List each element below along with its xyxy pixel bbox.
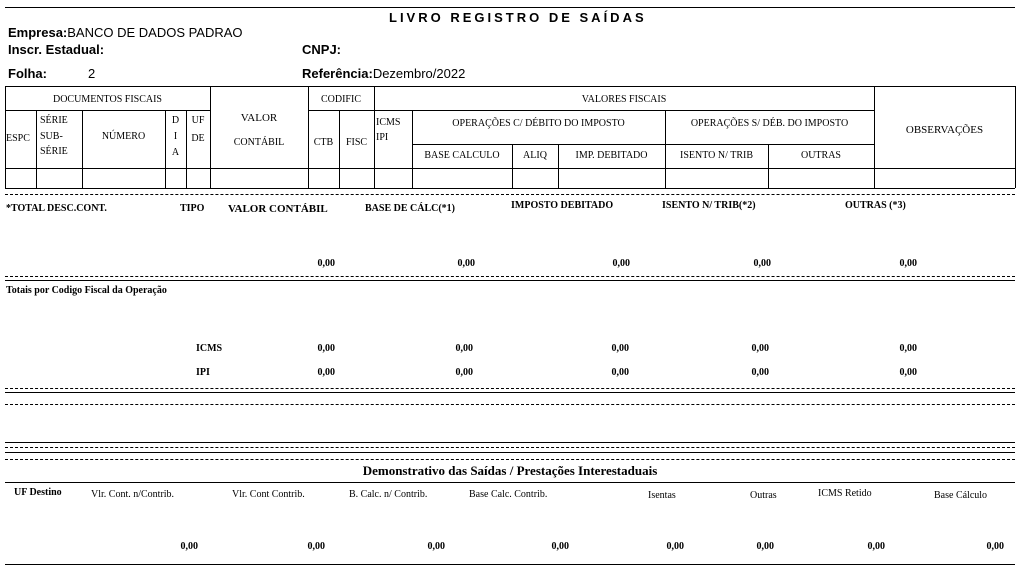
cfop-tipo: ICMS xyxy=(196,343,223,354)
interestaduais-value: 0,00 xyxy=(551,541,569,552)
total-base-calc: 0,00 xyxy=(457,258,475,269)
cfop-value: 0,00 xyxy=(455,367,473,378)
fisc-header: FISC xyxy=(345,137,368,148)
dia-header-3: A xyxy=(171,147,180,158)
total-valor-contabil: 0,00 xyxy=(317,258,335,269)
empresa-value: BANCO DE DADOS PADRAO xyxy=(67,25,243,40)
outras-header-interestaduais: Outras xyxy=(750,490,777,501)
total-outras: 0,00 xyxy=(899,258,917,269)
aliq-header: ALIQ xyxy=(523,150,547,161)
uf-destino-header: UF Destino xyxy=(14,487,62,498)
valor-contabil-header-1: VALOR xyxy=(240,112,278,124)
icms-header-1: ICMS xyxy=(376,117,401,128)
cfop-value: 0,00 xyxy=(751,367,769,378)
interestaduais-value: 0,00 xyxy=(307,541,325,552)
base-calc-label: BASE DE CÁLC(*1) xyxy=(365,203,456,214)
total-imposto-debitado: 0,00 xyxy=(612,258,630,269)
referencia-label: Referência: xyxy=(302,66,373,81)
cfop-label: Totais por Codigo Fiscal da Operação xyxy=(6,285,167,296)
cfop-value: 0,00 xyxy=(899,367,917,378)
valor-contabil-label: VALOR CONTÁBIL xyxy=(228,203,328,215)
folha-label: Folha: xyxy=(8,66,47,81)
icms-retido-header: ICMS Retido xyxy=(818,488,872,499)
espc-header: ESPC xyxy=(6,133,30,144)
interestaduais-value: 0,00 xyxy=(986,541,1004,552)
cfop-value: 0,00 xyxy=(899,343,917,354)
base-calculo-header-interestaduais: Base Cálculo xyxy=(934,490,988,501)
empresa-line xyxy=(8,25,243,40)
uf-header-2: DE xyxy=(191,133,205,144)
cfop-value: 0,00 xyxy=(317,367,335,378)
codific-header: CODIFIC xyxy=(320,94,361,105)
vlr-cont-contrib-header: Vlr. Cont Contrib. xyxy=(232,489,305,500)
b-calc-n-contrib-header: B. Calc. n/ Contrib. xyxy=(349,489,428,500)
interestaduais-value: 0,00 xyxy=(666,541,684,552)
outras-header: OUTRAS xyxy=(800,150,841,161)
cfop-value: 0,00 xyxy=(751,343,769,354)
numero-header: NÚMERO xyxy=(101,131,146,142)
total-desc-label: *TOTAL DESC.CONT. xyxy=(6,203,107,214)
cfop-value: 0,00 xyxy=(455,343,473,354)
op-com-debito-header: OPERAÇÕES C/ DÉBITO DO IMPOSTO xyxy=(452,118,625,129)
outras-label: OUTRAS (*3) xyxy=(845,200,906,211)
base-calc-contrib-header: Base Calc. Contrib. xyxy=(469,489,548,500)
dia-header-2: I xyxy=(173,131,178,142)
empresa-label: Empresa: xyxy=(8,25,68,40)
uf-header-1: UF xyxy=(191,115,205,126)
vlr-cont-n-contrib-header: Vlr. Cont. n/Contrib. xyxy=(91,489,175,500)
interestaduais-title: Demonstrativo das Saídas / Prestações Interestaduais xyxy=(362,463,658,478)
imposto-debitado-label: IMPOSTO DEBITADO xyxy=(511,200,614,211)
top-rule xyxy=(5,7,1015,8)
cfop-tipo: IPI xyxy=(196,367,210,378)
cnpj-label: CNPJ: xyxy=(302,42,342,57)
cfop-value: 0,00 xyxy=(611,367,629,378)
observacoes-header: OBSERVAÇÕES xyxy=(905,124,984,136)
inscr-estadual-label: Inscr. Estadual: xyxy=(8,42,105,57)
report-title: LIVRO REGISTRO DE SAÍDAS xyxy=(389,10,647,25)
serie-header-1: SÉRIE xyxy=(40,115,68,126)
interestaduais-value: 0,00 xyxy=(180,541,198,552)
base-calculo-header: BASE CALCULO xyxy=(424,150,500,161)
serie-header-2: SUB- xyxy=(40,131,63,142)
folha-value: 2 xyxy=(88,66,96,81)
isento-header: ISENTO N/ TRIB xyxy=(680,150,753,161)
total-isento: 0,00 xyxy=(753,258,771,269)
referencia-value: Dezembro/2022 xyxy=(372,66,466,81)
ctb-header: CTB xyxy=(313,137,334,148)
icms-header-2: IPI xyxy=(376,132,389,143)
dia-header-1: D xyxy=(171,115,180,126)
imp-debitado-header: IMP. DEBITADO xyxy=(575,150,648,161)
op-sem-debito-header: OPERAÇÕES S/ DÉB. DO IMPOSTO xyxy=(690,118,849,129)
isentas-header: Isentas xyxy=(648,490,676,501)
interestaduais-value: 0,00 xyxy=(867,541,885,552)
valores-fiscais-header: VALORES FISCAIS xyxy=(581,94,667,105)
referencia-line xyxy=(302,66,465,81)
cfop-value: 0,00 xyxy=(317,343,335,354)
tipo-label: TIPO xyxy=(180,203,205,214)
isento-label: ISENTO N/ TRIB(*2) xyxy=(662,200,756,211)
interestaduais-value: 0,00 xyxy=(756,541,774,552)
serie-header-3: SÉRIE xyxy=(40,146,68,157)
cfop-value: 0,00 xyxy=(611,343,629,354)
valor-contabil-header-2: CONTÁBIL xyxy=(233,137,285,148)
interestaduais-value: 0,00 xyxy=(427,541,445,552)
documentos-fiscais-header: DOCUMENTOS FISCAIS xyxy=(52,94,162,105)
